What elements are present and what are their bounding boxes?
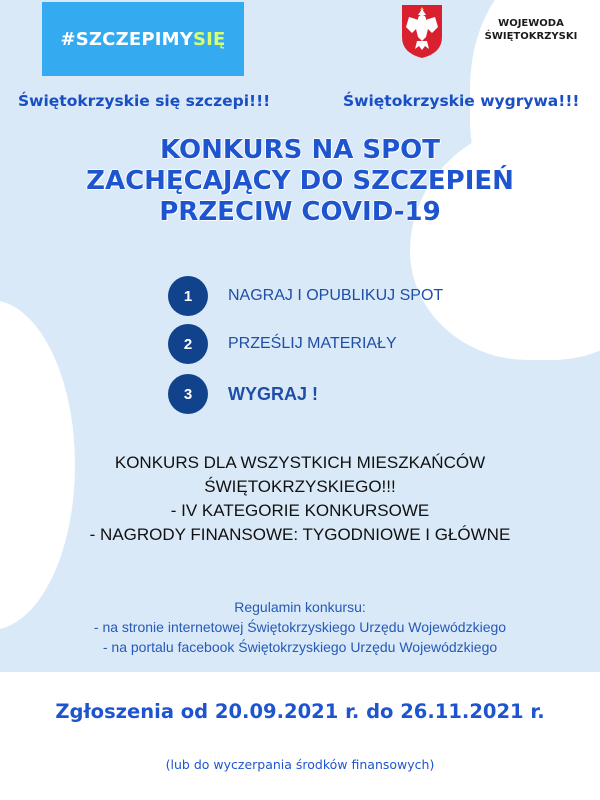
step-number-badge: 3 — [168, 374, 208, 414]
page-title — [0, 135, 600, 228]
contest-info — [0, 451, 600, 547]
info-line: - IV KATEGORIE KONKURSOWE — [170, 501, 430, 520]
step-label: WYGRAJ ! — [228, 383, 318, 404]
step-label: PRZEŚLIJ MATERIAŁY — [228, 335, 397, 352]
campaign-hashtag-logo — [42, 2, 244, 76]
rules-item: - na portalu facebook Świętokrzyskiego Urzędu Wojewódzkiego — [102, 639, 498, 655]
title-line: ZACHĘCAJĄCY DO SZCZEPIEŃ — [86, 166, 514, 196]
step-number-badge: 1 — [168, 276, 208, 316]
hashtag-highlight: SIĘ — [192, 28, 226, 50]
polish-eagle-emblem-icon — [400, 3, 444, 59]
slogan-left: Świętokrzyskie się szczepi!!! — [18, 92, 271, 110]
info-line: KONKURS DLA WSZYSTKICH MIESZKAŃCÓW — [114, 453, 486, 472]
title-line: KONKURS NA SPOT — [160, 135, 440, 165]
slogan-right: Świętokrzyskie wygrywa!!! — [343, 92, 580, 110]
rules-title: Regulamin konkursu: — [234, 599, 366, 615]
info-line: - NAGRODY FINANSOWE: TYGODNIOWE I GŁÓWNE — [89, 525, 511, 544]
step-item — [168, 324, 397, 364]
voivode-logo — [476, 17, 586, 43]
step-item — [168, 374, 318, 414]
info-line: ŚWIĘTOKRZYSKIEGO!!! — [204, 477, 396, 496]
submission-note: (lub do wyczerpania środków finansowych) — [165, 757, 435, 772]
step-item — [168, 276, 443, 316]
title-line: PRZECIW COVID-19 — [159, 197, 441, 227]
step-label: NAGRAJ I OPUBLIKUJ SPOT — [228, 287, 444, 304]
voivode-title: WOJEWODA — [498, 18, 564, 29]
submission-dates: Zgłoszenia od 20.09.2021 r. do 26.11.2021 r. — [55, 700, 545, 723]
rules-section — [0, 597, 600, 657]
step-number-badge: 2 — [168, 324, 208, 364]
rules-item: - na stronie internetowej Świętokrzyskiego Urzędu Wojewódzkiego — [93, 619, 507, 635]
voivode-region: ŚWIĘTOKRZYSKI — [484, 31, 578, 42]
hashtag-text: #SZCZEPIMY — [60, 28, 193, 50]
